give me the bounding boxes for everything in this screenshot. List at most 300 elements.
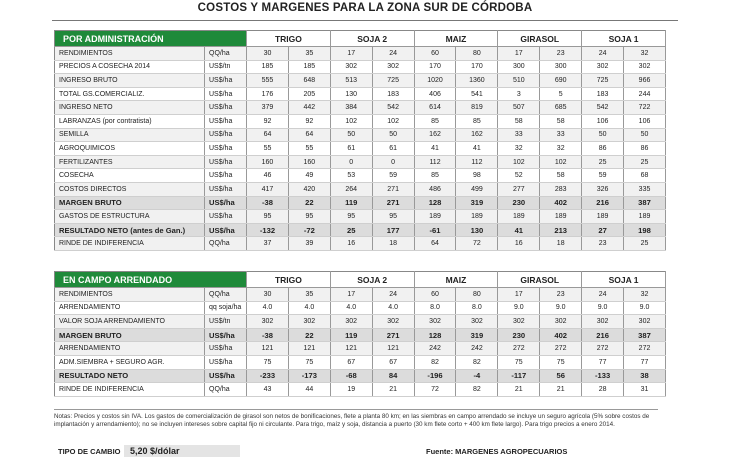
row-label: RESULTADO NETO (antes de Gan.) (55, 223, 205, 237)
row-value: 162 (414, 128, 456, 142)
row-value: 46 (247, 169, 289, 183)
row-value: 30 (247, 288, 289, 302)
row-unit: US$/ha (205, 142, 247, 156)
row-value: -133 (582, 369, 624, 383)
row-value: 60 (414, 47, 456, 61)
row-value: 319 (456, 196, 498, 210)
row-unit: US$/ha (205, 328, 247, 342)
row-value: 64 (414, 237, 456, 251)
row-value: -38 (247, 196, 289, 210)
row-value: 23 (540, 288, 582, 302)
row-label: PRECIOS A COSECHA 2014 (55, 60, 205, 74)
row-value: 555 (247, 74, 289, 88)
row-value: 8.0 (456, 301, 498, 315)
row-label: RINDE DE INDIFERENCIA (55, 383, 205, 397)
row-value: 22 (288, 328, 330, 342)
row-value: 102 (330, 114, 372, 128)
row-value: 75 (247, 355, 289, 369)
row-label: COSTOS DIRECTOS (55, 182, 205, 196)
table-row (55, 155, 666, 169)
row-unit: US$/ha (205, 155, 247, 169)
row-unit: US$/ha (205, 182, 247, 196)
row-value: 32 (540, 142, 582, 156)
row-value: 112 (456, 155, 498, 169)
row-value: 0 (372, 155, 414, 169)
row-value: 39 (288, 237, 330, 251)
row-value: 1020 (414, 74, 456, 88)
table-row (55, 196, 666, 210)
row-value: 9.0 (582, 301, 624, 315)
row-value: 43 (247, 383, 289, 397)
row-value: 18 (540, 237, 582, 251)
row-value: 442 (288, 101, 330, 115)
section-title: EN CAMPO ARRENDADO (55, 272, 247, 288)
table-row (55, 301, 666, 315)
row-value: 80 (456, 47, 498, 61)
row-value: 198 (624, 223, 666, 237)
row-value: 130 (456, 223, 498, 237)
crop-header-soja-2: SOJA 2 (330, 31, 414, 47)
row-value: 302 (582, 60, 624, 74)
row-value: 52 (498, 169, 540, 183)
row-value: 106 (582, 114, 624, 128)
row-unit: US$/ha (205, 342, 247, 356)
table-row (55, 383, 666, 397)
row-value: 95 (247, 210, 289, 224)
row-value: 230 (498, 328, 540, 342)
row-value: 3 (498, 87, 540, 101)
table-header-row (55, 272, 666, 288)
row-value: 41 (456, 142, 498, 156)
row-value: 85 (414, 169, 456, 183)
row-value: 35 (288, 47, 330, 61)
table-row (55, 114, 666, 128)
row-value: -4 (456, 369, 498, 383)
row-value: 77 (624, 355, 666, 369)
row-unit: US$/ha (205, 355, 247, 369)
row-value: 384 (330, 101, 372, 115)
row-value: 216 (582, 196, 624, 210)
row-value: 302 (288, 315, 330, 329)
row-value: 417 (247, 182, 289, 196)
row-value: 86 (582, 142, 624, 156)
row-value: 59 (582, 169, 624, 183)
row-value: 56 (540, 369, 582, 383)
row-value: 50 (582, 128, 624, 142)
table-row (55, 315, 666, 329)
page-title: COSTOS Y MARGENES PARA LA ZONA SUR DE CÓRDOBA (197, 2, 533, 14)
row-value: 9.0 (498, 301, 540, 315)
row-value: 95 (288, 210, 330, 224)
row-value: 510 (498, 74, 540, 88)
row-unit: QQ/ha (205, 288, 247, 302)
row-value: -132 (247, 223, 289, 237)
row-value: 86 (624, 142, 666, 156)
row-value: 685 (540, 101, 582, 115)
row-value: 17 (330, 288, 372, 302)
row-value: 725 (372, 74, 414, 88)
row-value: 35 (288, 288, 330, 302)
row-unit: qq soja/ha (205, 301, 247, 315)
table-campo-arrendado (54, 271, 666, 397)
row-value: 72 (414, 383, 456, 397)
title-divider (52, 20, 678, 21)
row-label: SEMILLA (55, 128, 205, 142)
row-value: 9.0 (624, 301, 666, 315)
row-value: 32 (498, 142, 540, 156)
row-value: 27 (582, 223, 624, 237)
table-row (55, 355, 666, 369)
row-label: MARGEN BRUTO (55, 196, 205, 210)
row-value: 41 (414, 142, 456, 156)
row-value: 16 (498, 237, 540, 251)
row-value: 128 (414, 328, 456, 342)
row-value: 121 (330, 342, 372, 356)
row-value: 406 (414, 87, 456, 101)
row-label: RINDE DE INDIFERENCIA (55, 237, 205, 251)
row-label: VALOR SOJA ARRENDAMIENTO (55, 315, 205, 329)
row-value: 189 (624, 210, 666, 224)
row-label: RENDIMIENTOS (55, 47, 205, 61)
row-value: 102 (498, 155, 540, 169)
row-value: 302 (456, 315, 498, 329)
row-value: 112 (414, 155, 456, 169)
table-row (55, 342, 666, 356)
row-label: RENDIMIENTOS (55, 288, 205, 302)
row-value: 379 (247, 101, 289, 115)
row-value: 17 (330, 47, 372, 61)
row-value: 119 (330, 328, 372, 342)
row-label: MARGEN BRUTO (55, 328, 205, 342)
row-label: INGRESO NETO (55, 101, 205, 115)
row-value: 272 (498, 342, 540, 356)
row-label: TOTAL GS.COMERCIALIZ. (55, 87, 205, 101)
table-row (55, 237, 666, 251)
row-value: 272 (540, 342, 582, 356)
row-value: 319 (456, 328, 498, 342)
row-value: 72 (456, 237, 498, 251)
row-value: 23 (540, 47, 582, 61)
row-value: 95 (330, 210, 372, 224)
row-value: 58 (540, 169, 582, 183)
row-value: 160 (247, 155, 289, 169)
row-value: 302 (582, 315, 624, 329)
row-value: 75 (498, 355, 540, 369)
row-value: 23 (582, 237, 624, 251)
row-label: FERTILIZANTES (55, 155, 205, 169)
row-value: 507 (498, 101, 540, 115)
row-value: 302 (372, 315, 414, 329)
row-value: 4.0 (372, 301, 414, 315)
row-value: -38 (247, 328, 289, 342)
row-value: 819 (456, 101, 498, 115)
row-value: 283 (540, 182, 582, 196)
row-value: 85 (414, 114, 456, 128)
exchange-rate-label: TIPO DE CAMBIO (58, 447, 121, 456)
row-value: 216 (582, 328, 624, 342)
row-value: 264 (330, 182, 372, 196)
row-value: 38 (624, 369, 666, 383)
crop-header-girasol: GIRASOL (498, 31, 582, 47)
crop-header-girasol: GIRASOL (498, 272, 582, 288)
row-value: 183 (372, 87, 414, 101)
row-value: 64 (247, 128, 289, 142)
table-row (55, 128, 666, 142)
row-value: 25 (582, 155, 624, 169)
row-value: -173 (288, 369, 330, 383)
row-value: 130 (330, 87, 372, 101)
row-value: 177 (372, 223, 414, 237)
crop-header-soja-1: SOJA 1 (582, 31, 666, 47)
row-value: 68 (624, 169, 666, 183)
row-value: 189 (414, 210, 456, 224)
row-value: -233 (247, 369, 289, 383)
row-value: 80 (456, 288, 498, 302)
row-value: 326 (582, 182, 624, 196)
row-value: 82 (414, 355, 456, 369)
row-value: 17 (498, 47, 540, 61)
crop-header-soja-1: SOJA 1 (582, 272, 666, 288)
row-value: 189 (540, 210, 582, 224)
row-unit: US$/tn (205, 315, 247, 329)
table-row (55, 328, 666, 342)
row-value: 499 (456, 182, 498, 196)
footer (54, 445, 666, 458)
row-value: 50 (330, 128, 372, 142)
row-value: 24 (582, 288, 624, 302)
table-row (55, 288, 666, 302)
table-row (55, 87, 666, 101)
crop-header-maiz: MAIZ (414, 31, 498, 47)
crop-header-trigo: TRIGO (247, 272, 331, 288)
row-unit: US$/ha (205, 87, 247, 101)
row-value: 5 (540, 87, 582, 101)
row-value: -72 (288, 223, 330, 237)
table-row (55, 47, 666, 61)
row-value: 722 (624, 101, 666, 115)
row-value: 32 (624, 288, 666, 302)
row-value: 272 (624, 342, 666, 356)
row-unit: US$/ha (205, 223, 247, 237)
row-value: 302 (624, 60, 666, 74)
row-label: ARRENDAMIENTO (55, 301, 205, 315)
row-value: 690 (540, 74, 582, 88)
row-value: 67 (330, 355, 372, 369)
row-unit: US$/ha (205, 210, 247, 224)
row-value: 402 (540, 196, 582, 210)
row-value: 21 (540, 383, 582, 397)
row-value: 486 (414, 182, 456, 196)
row-unit: US$/ha (205, 101, 247, 115)
row-value: -68 (330, 369, 372, 383)
row-value: 75 (540, 355, 582, 369)
source-text: Fuente: MARGENES AGROPECUARIOS (426, 447, 568, 456)
row-label: LABRANZAS (por contratista) (55, 114, 205, 128)
row-value: 242 (456, 342, 498, 356)
table-row (55, 210, 666, 224)
row-value: 30 (247, 47, 289, 61)
row-value: 213 (540, 223, 582, 237)
row-unit: QQ/ha (205, 237, 247, 251)
row-value: 230 (498, 196, 540, 210)
row-unit: US$/tn (205, 60, 247, 74)
row-value: 119 (330, 196, 372, 210)
row-label: RESULTADO NETO (55, 369, 205, 383)
table-row (55, 74, 666, 88)
row-value: 49 (288, 169, 330, 183)
row-value: 387 (624, 196, 666, 210)
row-value: 300 (540, 60, 582, 74)
table-header-row (55, 31, 666, 47)
row-value: 58 (540, 114, 582, 128)
row-value: 50 (624, 128, 666, 142)
row-value: 98 (456, 169, 498, 183)
row-value: 0 (330, 155, 372, 169)
row-unit: US$/ha (205, 74, 247, 88)
row-value: 1360 (456, 74, 498, 88)
row-unit: QQ/ha (205, 47, 247, 61)
crop-header-trigo: TRIGO (247, 31, 331, 47)
row-value: 67 (372, 355, 414, 369)
row-value: 61 (372, 142, 414, 156)
row-value: 302 (330, 315, 372, 329)
row-label: COSECHA (55, 169, 205, 183)
row-value: 55 (247, 142, 289, 156)
row-value: 128 (414, 196, 456, 210)
row-value: 24 (372, 47, 414, 61)
row-value: 966 (624, 74, 666, 88)
row-value: 75 (288, 355, 330, 369)
row-unit: QQ/ha (205, 383, 247, 397)
row-value: 244 (624, 87, 666, 101)
row-value: 242 (414, 342, 456, 356)
row-value: -61 (414, 223, 456, 237)
row-value: 387 (624, 328, 666, 342)
row-value: 21 (498, 383, 540, 397)
row-value: -117 (498, 369, 540, 383)
row-value: 60 (414, 288, 456, 302)
row-value: 4.0 (288, 301, 330, 315)
row-value: 725 (582, 74, 624, 88)
row-value: -196 (414, 369, 456, 383)
row-value: 92 (247, 114, 289, 128)
row-label: AGROQUIMICOS (55, 142, 205, 156)
row-value: 300 (498, 60, 540, 74)
row-value: 513 (330, 74, 372, 88)
row-value: 25 (330, 223, 372, 237)
row-value: 77 (582, 355, 624, 369)
table-row (55, 369, 666, 383)
row-value: 16 (330, 237, 372, 251)
row-value: 302 (498, 315, 540, 329)
row-value: 102 (372, 114, 414, 128)
row-value: 19 (330, 383, 372, 397)
table-row (55, 142, 666, 156)
row-value: 21 (372, 383, 414, 397)
row-value: 185 (247, 60, 289, 74)
row-unit: US$/ha (205, 169, 247, 183)
row-value: 84 (372, 369, 414, 383)
row-value: 25 (624, 155, 666, 169)
row-value: 59 (372, 169, 414, 183)
row-value: 82 (456, 355, 498, 369)
row-value: 170 (414, 60, 456, 74)
row-value: 302 (247, 315, 289, 329)
row-value: 541 (456, 87, 498, 101)
row-value: 277 (498, 182, 540, 196)
row-unit: US$/ha (205, 369, 247, 383)
row-value: 271 (372, 182, 414, 196)
crop-header-maiz: MAIZ (414, 272, 498, 288)
row-value: 542 (582, 101, 624, 115)
row-value: 31 (624, 383, 666, 397)
table-por-administracion (54, 30, 666, 251)
row-value: 302 (330, 60, 372, 74)
row-value: 271 (372, 196, 414, 210)
row-value: 176 (247, 87, 289, 101)
row-label: GASTOS DE ESTRUCTURA (55, 210, 205, 224)
row-value: 170 (456, 60, 498, 74)
row-unit: US$/ha (205, 114, 247, 128)
row-value: 614 (414, 101, 456, 115)
row-value: 302 (414, 315, 456, 329)
row-value: 53 (330, 169, 372, 183)
table-row (55, 169, 666, 183)
row-value: 17 (498, 288, 540, 302)
row-value: 121 (247, 342, 289, 356)
row-value: 183 (582, 87, 624, 101)
row-value: 4.0 (247, 301, 289, 315)
row-value: 542 (372, 101, 414, 115)
row-value: 271 (372, 328, 414, 342)
row-value: 32 (624, 47, 666, 61)
row-value: 95 (372, 210, 414, 224)
row-value: 189 (456, 210, 498, 224)
row-value: 302 (624, 315, 666, 329)
row-value: 102 (540, 155, 582, 169)
table-row (55, 60, 666, 74)
row-value: 44 (288, 383, 330, 397)
row-value: 272 (582, 342, 624, 356)
row-value: 24 (372, 288, 414, 302)
row-value: 18 (372, 237, 414, 251)
row-value: 55 (288, 142, 330, 156)
row-value: 335 (624, 182, 666, 196)
row-value: 189 (582, 210, 624, 224)
row-value: 37 (247, 237, 289, 251)
row-value: 25 (624, 237, 666, 251)
row-value: 121 (288, 342, 330, 356)
section-title: POR ADMINISTRACIÓN (55, 31, 247, 47)
row-value: 24 (582, 47, 624, 61)
row-label: ARRENDAMIENTO (55, 342, 205, 356)
row-value: 64 (288, 128, 330, 142)
row-value: 58 (498, 114, 540, 128)
row-value: 33 (540, 128, 582, 142)
row-value: 28 (582, 383, 624, 397)
row-value: 85 (456, 114, 498, 128)
row-value: 160 (288, 155, 330, 169)
table-row (55, 182, 666, 196)
table-row (55, 223, 666, 237)
row-value: 162 (456, 128, 498, 142)
row-value: 302 (372, 60, 414, 74)
exchange-rate-value: 5,20 $/dólar (124, 445, 240, 457)
table-row (55, 101, 666, 115)
row-unit: US$/ha (205, 128, 247, 142)
row-value: 189 (498, 210, 540, 224)
row-value: 9.0 (540, 301, 582, 315)
